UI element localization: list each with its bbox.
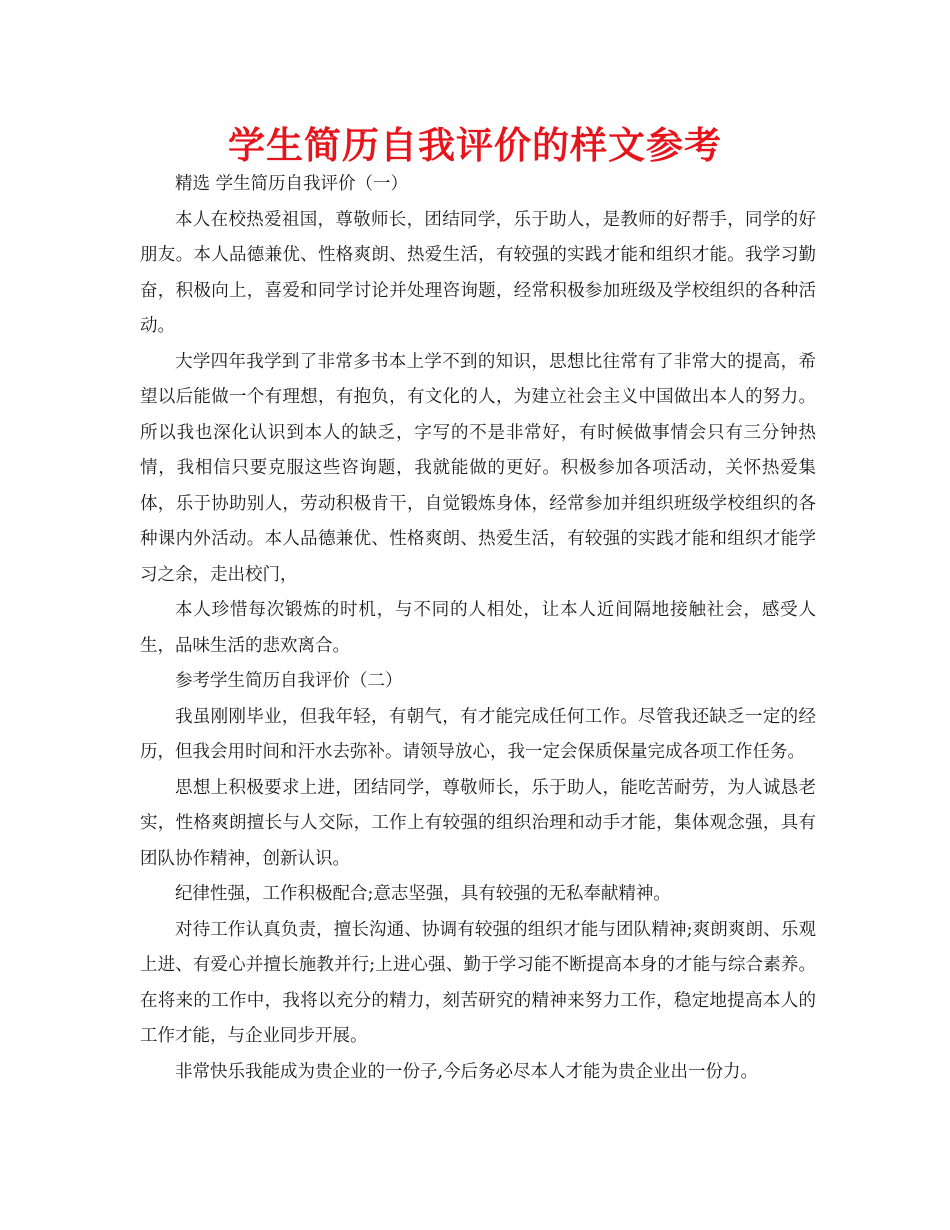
paragraph: 对待工作认真负责，擅长沟通、协调有较强的组织才能与团队精神;爽朗爽朗、乐观上进、有爱心并擅长施教并行;上进心强、勤于学习能不断提高本身的才能与综合素养。在将来的工作中，我将以充分的精力，刻苦研究的精神来努力工作，稳定地提高本人的工作才能，与企业同步开展。 (140, 919, 816, 1046)
section-heading-2: 参考学生简历自我评价（二） (175, 671, 403, 691)
document-body (140, 167, 816, 1090)
paragraph: 思想上积极要求上进，团结同学，尊敬师长，乐于助人，能吃苦耐劳，为人诚恳老实，性格爽朗擅长与人交际，工作上有较强的组织治理和动手才能，集体观念强，具有团队协作精神，创新认识。 (140, 777, 816, 869)
paragraph: 本人珍惜每次锻炼的时机，与不同的人相处，让本人近间隔地接触社会，感受人生，品味生活的悲欢离合。 (140, 600, 816, 656)
paragraph: 纪律性强，工作积极配合;意志坚强，具有较强的无私奉献精神。 (175, 884, 671, 904)
paragraph: 我虽刚刚毕业，但我年轻，有朝气，有才能完成任何工作。尽管我还缺乏一定的经历，但我会用时间和汗水去弥补。请领导放心，我一定会保质保量完成各项工作任务。 (140, 706, 816, 762)
section-heading-1: 精选 学生简历自我评价（一） (175, 174, 409, 194)
paragraph: 本人在校热爱祖国，尊敬师长，团结同学，乐于助人，是教师的好帮手，同学的好朋友。本人品德兼优、性格爽朗、热爱生活，有较强的实践才能和组织才能。我学习勤奋，积极向上，喜爱和同学讨论并处理咨询题，经常积极参加班级及学校组织的各种活动。 (140, 209, 816, 336)
paragraph: 大学四年我学到了非常多书本上学不到的知识，思想比往常有了非常大的提高，希望以后能做一个有理想，有抱负，有文化的人，为建立社会主义中国做出本人的努力。所以我也深化认识到本人的缺乏，字写的不是非常好，有时候做事情会只有三分钟热情，我相信只要克服这些咨询题，我就能做的更好。积极参加各项活动，关怀热爱集体，乐于协助别人，劳动积极肯干，自觉锻炼身体，经常参加并组织班级学校组织的各种课内外活动。本人品德兼优、性格爽朗、热爱生活，有较强的实践才能和组织才能学习之余，走出校门， (140, 351, 816, 585)
document-title: 学生简历自我评价的样文参考 (228, 124, 722, 167)
paragraph: 非常快乐我能成为贵企业的一份子,今后务必尽本人才能为贵企业出一份力。 (175, 1061, 759, 1082)
